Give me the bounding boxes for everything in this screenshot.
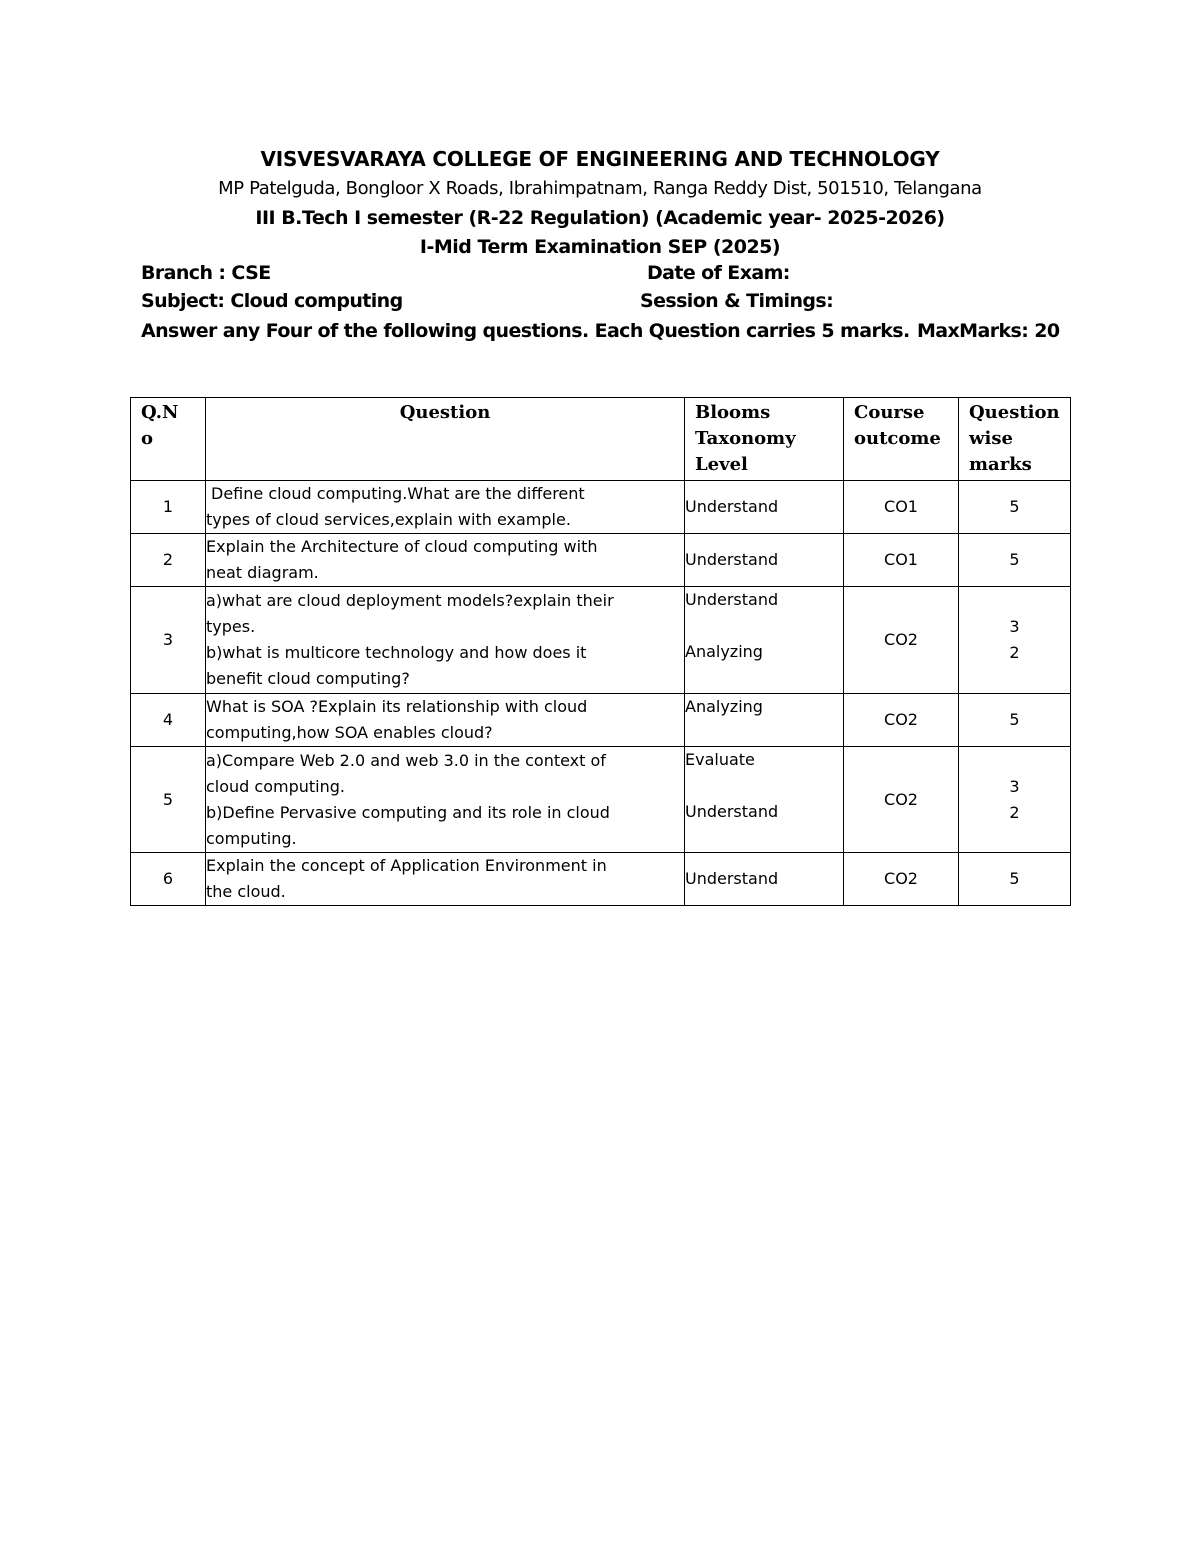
marks-line: 3 [1009, 617, 1020, 636]
question-marks [959, 747, 1071, 853]
course-outcome: CO2 [844, 853, 959, 906]
header-marks [959, 398, 1071, 481]
header-question: Question [206, 398, 685, 481]
marks-line: 3 [1009, 776, 1020, 796]
blooms-line: Understand [685, 590, 779, 609]
question-number: 3 [131, 587, 206, 694]
blooms-line: Understand [685, 869, 779, 888]
question-text [206, 853, 685, 906]
question-line: Explain the Architecture of cloud computing with [206, 537, 598, 556]
question-line: What is SOA ?Explain its relationship with cloud [206, 697, 588, 716]
course-outcome: CO1 [844, 534, 959, 587]
question-marks [959, 694, 1071, 747]
question-line: benefit cloud computing? [206, 669, 410, 688]
instructions: Answer any Four of the following questions. Each Question carries 5 marks. [141, 320, 910, 342]
header-marks-line: marks [969, 454, 1032, 475]
blooms-line: Understand [685, 550, 779, 569]
question-line: neat diagram. [206, 563, 319, 582]
question-line: b)Define Pervasive computing and its role in cloud [206, 802, 610, 822]
blooms-line: Analyzing [685, 642, 763, 661]
header-course-outcome [844, 398, 959, 481]
blooms-line [685, 613, 843, 639]
header-marks-line: wise [969, 428, 1013, 449]
exam-header [0, 144, 1200, 262]
question-line: the cloud. [206, 882, 286, 901]
question-line: types. [206, 617, 256, 636]
table-row [131, 534, 1071, 587]
blooms-level [685, 747, 844, 853]
question-marks [959, 853, 1071, 906]
question-line: a)what are cloud deployment models?explain their [206, 591, 614, 610]
marks-line: 5 [1009, 497, 1020, 516]
marks-line: 5 [1009, 869, 1020, 888]
header-qno [131, 398, 206, 481]
table-row [131, 694, 1071, 747]
table-row [131, 481, 1071, 534]
question-line: Explain the concept of Application Environment in [206, 856, 607, 875]
question-text [206, 747, 685, 853]
question-line: a)Compare Web 2.0 and web 3.0 in the context of [206, 750, 606, 770]
course-outcome: CO2 [844, 694, 959, 747]
header-qno-line: o [141, 428, 154, 449]
table-row [131, 853, 1071, 906]
course-outcome: CO2 [844, 587, 959, 694]
date-of-exam-label: Date of Exam: [647, 262, 790, 284]
question-line: Define cloud computing.What are the different [211, 484, 585, 503]
question-line: b)what is multicore technology and how does it [206, 643, 587, 662]
question-text [206, 587, 685, 694]
marks-line: 2 [1009, 802, 1020, 822]
question-table [130, 397, 1071, 906]
question-number: 5 [131, 747, 206, 853]
blooms-line [685, 773, 843, 799]
question-line: computing,how SOA enables cloud? [206, 723, 493, 742]
question-marks [959, 587, 1071, 694]
question-number: 4 [131, 694, 206, 747]
table-row [131, 587, 1071, 694]
question-line: cloud computing. [206, 776, 345, 796]
blooms-level [685, 853, 844, 906]
header-marks-line: Question [969, 402, 1060, 423]
header-blooms-line: Taxonomy [695, 428, 796, 449]
course-outcome: CO1 [844, 481, 959, 534]
blooms-level [685, 481, 844, 534]
blooms-level [685, 534, 844, 587]
question-marks [959, 481, 1071, 534]
college-address: MP Patelguda, Bongloor X Roads, Ibrahimpatnam, Ranga Reddy Dist, 501510, Telangana [218, 178, 982, 199]
marks-line: 2 [1009, 643, 1020, 662]
question-text [206, 694, 685, 747]
header-blooms-line: Level [695, 454, 748, 475]
table-header-row [131, 398, 1071, 481]
question-text [206, 481, 685, 534]
course-outcome: CO2 [844, 747, 959, 853]
header-co-line: outcome [854, 428, 941, 449]
semester-line: III B.Tech I semester (R-22 Regulation) (Academic year- 2025-2026) [255, 207, 945, 229]
question-number: 6 [131, 853, 206, 906]
blooms-line: Understand [685, 497, 779, 516]
blooms-line: Evaluate [685, 750, 755, 769]
header-co-line: Course [854, 402, 925, 423]
question-marks [959, 534, 1071, 587]
header-qno-line: Q.N [141, 402, 179, 423]
blooms-level [685, 587, 844, 694]
college-name: VISVESVARAYA COLLEGE OF ENGINEERING AND TECHNOLOGY [260, 147, 940, 171]
question-number: 2 [131, 534, 206, 587]
exam-title: I-Mid Term Examination SEP (2025) [419, 236, 781, 258]
table-row [131, 747, 1071, 853]
header-blooms-line: Blooms [695, 402, 771, 423]
marks-line: 5 [1009, 550, 1020, 569]
subject-label: Subject: Cloud computing [141, 290, 403, 312]
blooms-level [685, 694, 844, 747]
question-text [206, 534, 685, 587]
question-number: 1 [131, 481, 206, 534]
max-marks: MaxMarks: 20 [917, 320, 1060, 342]
question-line: computing. [206, 828, 297, 848]
header-blooms [685, 398, 844, 481]
session-timings-label: Session & Timings: [640, 290, 834, 312]
branch-label: Branch : CSE [141, 262, 271, 284]
question-line: types of cloud services,explain with example. [206, 510, 571, 529]
blooms-line: Analyzing [685, 697, 763, 716]
marks-line: 5 [1009, 710, 1020, 729]
blooms-line: Understand [685, 802, 779, 821]
